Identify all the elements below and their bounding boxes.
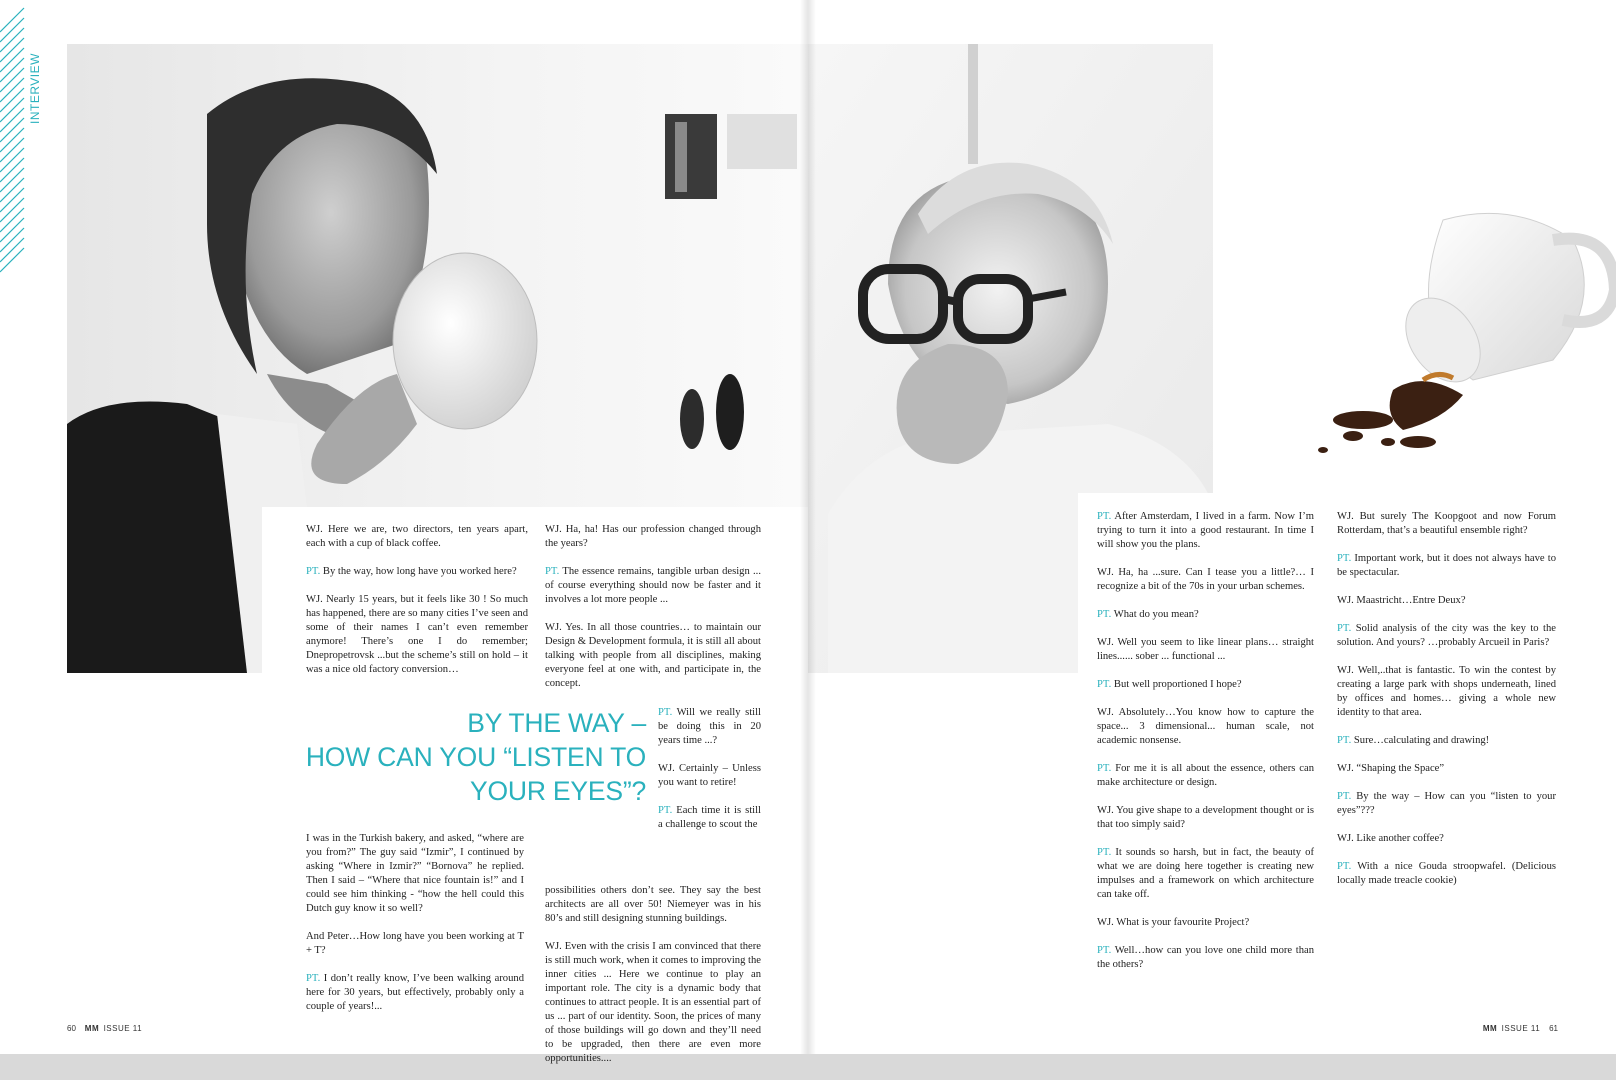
paragraph: PT. Important work, but it does not always have to be spectacular.: [1337, 553, 1556, 578]
paragraph: WJ. Here we are, two directors, ten years apart, each with a cup of black coffee.: [306, 524, 528, 549]
paragraph: WJ. Well you seem to like linear plans… straight lines...... sober ... functional ...: [1097, 637, 1314, 662]
paragraph: WJ. Absolutely…You know how to capture the space... 3 dimensional... human scale, not academic nonsense.: [1097, 707, 1314, 746]
section-tab: [0, 22, 52, 258]
paragraph: PT. With a nice Gouda stroopwafel. (Delicious locally made treacle cookie): [1337, 861, 1556, 886]
speaker-label: PT.: [1097, 763, 1112, 774]
page-number: 61: [1549, 1024, 1558, 1033]
speaker-label: PT.: [1337, 623, 1352, 634]
paragraph: WJ. What is your favourite Project?: [1097, 917, 1250, 928]
speaker-label: PT.: [1097, 847, 1112, 858]
interview-column: [545, 884, 761, 1080]
paragraph: PT. The essence remains, tangible urban design ... of course everything should now be faster and it involves a lot more people ...: [545, 566, 761, 605]
speaker-label: PT.: [306, 973, 321, 984]
photo-spilled-coffee-cup: [1213, 180, 1616, 510]
paragraph: WJ. Ha, ha! Has our profession changed through the years?: [545, 524, 761, 549]
issue-label: ISSUE 11: [1501, 1024, 1541, 1033]
speaker-label: PT.: [1097, 945, 1112, 956]
speaker-label: PT.: [545, 566, 560, 577]
paragraph: PT. Well…how can you love one child more than the others?: [1097, 945, 1314, 970]
paragraph: WJ. Even with the crisis I am convinced that there is still much work, when it comes to improving the inner cities ... Here we continue to play an important role. The city is a dynamic body that continues to attract people. It is an essential part of us ... part of our identity. Soon, the prices of many of those buildings will go down and they’ll need to be upgraded, then there are even more opportunities....: [545, 941, 761, 1064]
interview-column: [545, 523, 761, 705]
page-footer: [1483, 1024, 1558, 1033]
paragraph: WJ. Like another coffee?: [1337, 833, 1444, 844]
speaker-label: PT.: [1097, 679, 1112, 690]
pull-quote-line: BY THE WAY –: [467, 708, 646, 738]
paragraph: WJ. Well,..that is fantastic. To win the contest by creating a large park with shops underneath, lined by offices and homes… giving a whole new identity to that area.: [1337, 665, 1556, 718]
paragraph: WJ. You give shape to a development thought or is that too simply said?: [1097, 805, 1314, 830]
pull-quote-line: YOUR EYES”?: [470, 776, 646, 806]
paragraph: And Peter…How long have you been working at T + T?: [306, 931, 524, 956]
interview-column: [1337, 510, 1556, 902]
paragraph: PT. It sounds so harsh, but in fact, the beauty of what we are doing here together is creating new impulses and a framework on which architecture can take off.: [1097, 847, 1314, 900]
pull-quote-line: HOW CAN YOU “LISTEN TO: [305, 742, 646, 772]
speaker-label: PT.: [1337, 791, 1352, 802]
speaker-label: PT.: [658, 805, 673, 816]
page-footer: [67, 1024, 142, 1033]
paragraph: WJ. Certainly – Unless you want to retire!: [658, 763, 761, 788]
paragraph: PT. By the way – How can you “listen to your eyes”???: [1337, 791, 1556, 816]
paragraph: PT. But well proportioned I hope?: [1097, 679, 1242, 690]
paragraph: I was in the Turkish bakery, and asked, “where are you from?” The guy said “Izmir”, I continued by asking “Where in Izmir?” “Bornova” he replied. Then I said – “Where that nice fountain is!” and I could see him thinking - “how the hell could this Dutch guy know it so well?: [306, 833, 524, 914]
pull-quote: [280, 706, 646, 808]
interview-column: [306, 523, 528, 691]
section-label: INTERVIEW: [28, 53, 42, 124]
paragraph: PT. Sure…calculating and drawing!: [1337, 735, 1490, 746]
speaker-label: PT.: [1337, 861, 1352, 872]
paragraph: WJ. Yes. In all those countries… to maintain our Design & Development formula, it is still all about talking with people from all disciplines, making everyone feel at one with, and participate in, the concept.: [545, 622, 761, 689]
interview-column: [1097, 510, 1314, 986]
right-page: [808, 0, 1616, 1054]
paragraph: PT. I don’t really know, I’ve been walking around here for 30 years, but effectively, probably only a couple of years!...: [306, 973, 524, 1012]
paragraph: PT. By the way, how long have you worked here?: [306, 566, 517, 577]
paragraph: WJ. Maastricht…Entre Deux?: [1337, 595, 1466, 606]
speaker-label: PT.: [306, 566, 321, 577]
paragraph: possibilities others don’t see. They say the best architects are all over 50! Niemeyer was in his 80’s and still designing stunning buildings.: [545, 885, 761, 924]
issue-label: ISSUE 11: [103, 1024, 143, 1033]
page-number: 60: [67, 1024, 76, 1033]
speaker-label: PT.: [1097, 511, 1112, 522]
magazine-logo: MM: [1482, 1024, 1498, 1033]
speaker-label: PT.: [658, 707, 673, 718]
magazine-logo: MM: [84, 1024, 100, 1033]
paragraph: PT. Will we really still be doing this in 20 years time ...?: [658, 707, 761, 746]
interview-column: [658, 706, 761, 846]
paragraph: PT. For me it is all about the essence, others can make architecture or design.: [1097, 763, 1314, 788]
paragraph: PT. Each time it is still a challenge to scout the: [658, 805, 761, 830]
paragraph: PT. After Amsterdam, I lived in a farm. Now I’m trying to turn it into a good restaurant. In time I will show you the plans.: [1097, 511, 1314, 550]
paragraph: WJ. But surely The Koopgoot and now Forum Rotterdam, that’s a beautiful ensemble right?: [1337, 511, 1556, 536]
speaker-label: PT.: [1337, 735, 1352, 746]
speaker-label: PT.: [1097, 609, 1112, 620]
paragraph: WJ. Nearly 15 years, but it feels like 30 ! So much has happened, there are so many cities I’ve seen and some of their names I can’t even remember anymore! There’s one I do remember; Dnepropetrovsk ...but the scheme’s still on hold – it was a nice old factory conversion…: [306, 594, 528, 675]
paragraph: WJ. “Shaping the Space”: [1337, 763, 1445, 774]
interview-column: [306, 832, 524, 1028]
paragraph: PT. What do you mean?: [1097, 609, 1199, 620]
speaker-label: PT.: [1337, 553, 1352, 564]
paragraph: WJ. Ha, ha ...sure. Can I tease you a little?… I recognize a bit of the 70s in your urban schemes.: [1097, 567, 1314, 592]
paragraph: PT. Solid analysis of the city was the key to the solution. And yours? …probably Arcueil in Paris?: [1337, 623, 1557, 648]
left-page: [0, 0, 808, 1064]
